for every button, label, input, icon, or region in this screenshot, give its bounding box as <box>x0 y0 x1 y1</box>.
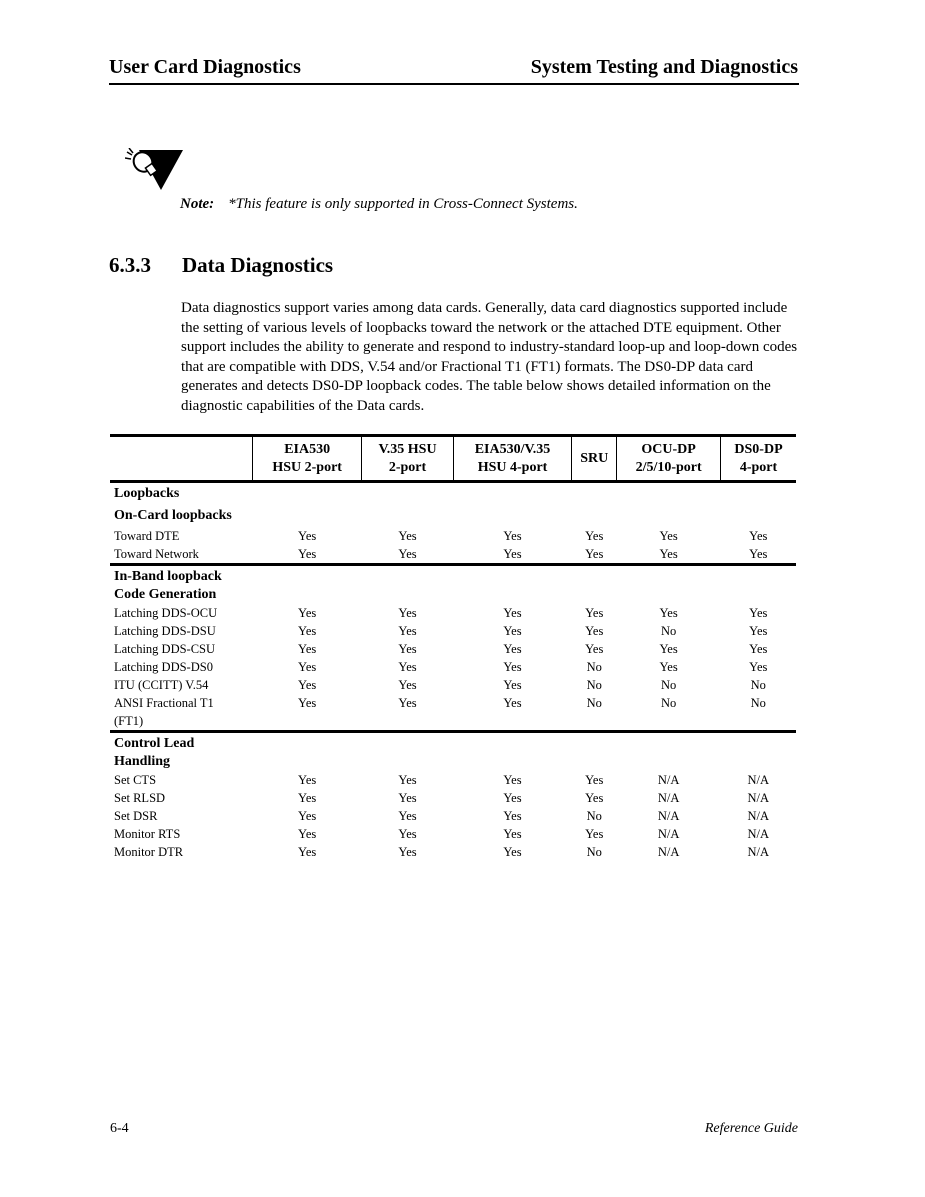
column-header <box>721 436 796 482</box>
row-label-line: Latching DDS-CSU <box>114 642 216 656</box>
row-value: Yes <box>585 773 604 787</box>
row-label-line: Toward Network <box>114 547 199 561</box>
row-value: Yes <box>749 660 768 674</box>
column-header-line: 4-port <box>739 459 778 475</box>
row-value: N/A <box>657 809 680 823</box>
row-label <box>110 807 253 825</box>
row-value: No <box>750 696 766 710</box>
empty-cell <box>253 565 362 605</box>
column-header <box>453 436 572 482</box>
table-row <box>110 843 796 861</box>
row-value: Yes <box>398 678 417 692</box>
empty-cell <box>453 732 572 772</box>
row-value: N/A <box>657 773 680 787</box>
group-header-row <box>110 482 796 504</box>
group-header-row <box>110 565 796 605</box>
group-title <box>110 565 253 605</box>
row-label <box>110 676 253 694</box>
row-value: Yes <box>298 660 317 674</box>
footer-guide-title: Reference Guide <box>704 1121 798 1136</box>
empty-cell <box>617 482 721 504</box>
empty-cell <box>362 482 453 504</box>
empty-cell <box>572 565 617 605</box>
header-rule <box>109 83 799 85</box>
row-label-line: Set DSR <box>114 809 158 823</box>
row-value: Yes <box>659 642 678 656</box>
row-value: Yes <box>298 791 317 805</box>
row-value: Yes <box>749 624 768 638</box>
row-label <box>110 640 253 658</box>
empty-cell <box>453 482 572 504</box>
page-number: 6-4 <box>110 1121 129 1136</box>
note-text: *This feature is only supported in Cross-Connect Systems. <box>228 196 578 212</box>
group-title-line: Control Lead <box>114 736 195 751</box>
group-title <box>110 482 253 504</box>
row-label <box>110 545 253 565</box>
row-value: Yes <box>298 642 317 656</box>
row-value: Yes <box>503 529 522 543</box>
row-label <box>110 622 253 640</box>
column-header-line: OCU-DP <box>641 441 696 457</box>
row-value: No <box>586 845 602 859</box>
row-value: Yes <box>585 642 604 656</box>
subgroup-title: On-Card loopbacks <box>114 508 232 523</box>
row-value: Yes <box>398 809 417 823</box>
row-value: Yes <box>659 547 678 561</box>
row-label <box>110 789 253 807</box>
row-label-line: Toward DTE <box>114 529 180 543</box>
row-value: N/A <box>657 845 680 859</box>
column-header <box>362 436 453 482</box>
row-value: Yes <box>749 529 768 543</box>
row-value: Yes <box>398 791 417 805</box>
row-value: No <box>586 660 602 674</box>
empty-cell <box>572 482 617 504</box>
empty-cell <box>362 732 453 772</box>
row-value: Yes <box>503 791 522 805</box>
row-label-line: Set CTS <box>114 773 157 787</box>
row-value: Yes <box>503 606 522 620</box>
empty-cell <box>453 565 572 605</box>
row-value: Yes <box>749 642 768 656</box>
row-value: Yes <box>398 624 417 638</box>
row-value: Yes <box>749 606 768 620</box>
empty-cell <box>253 732 362 772</box>
row-value: N/A <box>657 827 680 841</box>
column-header-line: HSU 4-port <box>477 459 548 475</box>
row-label <box>110 825 253 843</box>
row-value: No <box>660 696 677 710</box>
row-value: N/A <box>747 791 770 805</box>
row-value: Yes <box>503 678 522 692</box>
table-row <box>110 658 796 676</box>
column-header <box>617 436 721 482</box>
row-label-line: Set RLSD <box>114 791 166 805</box>
row-value: Yes <box>503 773 522 787</box>
column-header-line: DS0-DP <box>734 441 783 457</box>
section-title: Data Diagnostics <box>182 253 334 277</box>
row-value: No <box>586 696 602 710</box>
row-value: Yes <box>398 529 417 543</box>
row-value: No <box>660 624 677 638</box>
group-title-line: Loopbacks <box>114 486 180 501</box>
row-value: Yes <box>503 660 522 674</box>
column-header-line: 2-port <box>388 459 427 475</box>
row-value: No <box>660 678 677 692</box>
header-left-title: User Card Diagnostics <box>109 56 301 78</box>
table-row <box>110 640 796 658</box>
row-label <box>110 527 253 545</box>
empty-cell <box>362 565 453 605</box>
row-value: Yes <box>659 660 678 674</box>
empty-cell <box>721 482 796 504</box>
row-value: Yes <box>585 606 604 620</box>
row-value: Yes <box>503 845 522 859</box>
table-row <box>110 807 796 825</box>
row-label <box>110 694 253 732</box>
row-value: Yes <box>298 606 317 620</box>
empty-cell <box>572 732 617 772</box>
row-value: Yes <box>503 827 522 841</box>
row-value: No <box>586 809 602 823</box>
row-value: Yes <box>398 606 417 620</box>
row-value: Yes <box>585 827 604 841</box>
row-value: Yes <box>503 547 522 561</box>
row-value: Yes <box>298 773 317 787</box>
row-value: No <box>586 678 602 692</box>
row-label-line: Latching DDS-OCU <box>114 606 218 620</box>
table-row <box>110 771 796 789</box>
row-label-line: ANSI Fractional T1 <box>114 696 214 710</box>
row-value: N/A <box>657 791 680 805</box>
note-label: Note: <box>180 196 215 212</box>
group-title-line: Handling <box>114 754 171 769</box>
row-value: Yes <box>585 547 604 561</box>
note-lightbulb-icon <box>125 148 185 192</box>
row-value: Yes <box>298 809 317 823</box>
row-label <box>110 604 253 622</box>
row-value: Yes <box>398 547 417 561</box>
section-number: 6.3.3 <box>109 253 151 277</box>
row-value: Yes <box>749 547 768 561</box>
note <box>180 196 578 213</box>
row-label-line: Monitor RTS <box>114 827 181 841</box>
table-row <box>110 789 796 807</box>
row-label <box>110 771 253 789</box>
row-value: Yes <box>398 845 417 859</box>
column-header-line: HSU 2-port <box>272 459 342 475</box>
header-blank-cell <box>110 436 253 482</box>
header-right-title: System Testing and Diagnostics <box>530 56 798 78</box>
row-value: Yes <box>298 696 317 710</box>
row-label-line: Latching DDS-DSU <box>114 624 216 638</box>
empty-cell <box>721 732 796 772</box>
row-value: N/A <box>747 845 770 859</box>
row-value: Yes <box>298 827 317 841</box>
row-value: Yes <box>503 642 522 656</box>
empty-cell <box>617 565 721 605</box>
row-value: Yes <box>398 773 417 787</box>
row-label-line: Latching DDS-DS0 <box>114 660 213 674</box>
subgroup-row <box>110 503 796 527</box>
column-header <box>572 436 617 482</box>
row-value: Yes <box>398 660 417 674</box>
table-row <box>110 527 796 545</box>
empty-cell <box>617 732 721 772</box>
row-value: Yes <box>585 791 604 805</box>
column-header <box>253 436 362 482</box>
row-label-line: ITU (CCITT) V.54 <box>114 678 209 692</box>
group-title-line: In-Band loopback <box>114 569 222 584</box>
table-header-row <box>110 436 796 482</box>
row-value: N/A <box>747 773 770 787</box>
row-value: Yes <box>585 529 604 543</box>
group-header-row <box>110 732 796 772</box>
diagnostics-table <box>110 434 796 861</box>
row-value: Yes <box>503 696 522 710</box>
row-value: Yes <box>298 624 317 638</box>
row-value: Yes <box>659 529 678 543</box>
column-header-line: SRU <box>580 450 609 466</box>
table-row <box>110 825 796 843</box>
row-value: Yes <box>503 624 522 638</box>
row-value: Yes <box>398 696 417 710</box>
row-value: Yes <box>298 529 317 543</box>
row-value: Yes <box>585 624 604 638</box>
column-header-line: 2/5/10-port <box>635 459 702 475</box>
group-title <box>110 732 253 772</box>
table-row <box>110 545 796 565</box>
row-value: Yes <box>398 827 417 841</box>
table-row <box>110 694 796 732</box>
row-label <box>110 658 253 676</box>
column-header-line: EIA530 <box>284 441 331 457</box>
row-label-line: (FT1) <box>114 714 144 728</box>
empty-cell <box>253 482 362 504</box>
empty-cell <box>721 565 796 605</box>
row-label <box>110 843 253 861</box>
row-value: Yes <box>659 606 678 620</box>
row-label-line: Monitor DTR <box>114 845 184 859</box>
column-header-line: EIA530/V.35 <box>474 441 551 457</box>
section-body: Data diagnostics support varies among data cards. Generally, data card diagnostics supported include the setting of various levels of loopbacks toward the network or the attached DTE equipment. Other support includes the ability to generate and respond to industry-standard loop-up and loop-down codes that are compatible with DDS, V.54 and/or Fractional T1 (FT1) formats. The DS0-DP data card generates and detects DS0-DP loopback codes. The table below shows detailed information on the diagnostic capabilities of the Data cards. <box>181 300 798 414</box>
row-value: Yes <box>298 678 317 692</box>
table-row <box>110 622 796 640</box>
row-value: Yes <box>298 845 317 859</box>
row-value: Yes <box>398 642 417 656</box>
row-value: Yes <box>503 809 522 823</box>
row-value: No <box>750 678 766 692</box>
row-value: N/A <box>747 827 770 841</box>
table-row <box>110 604 796 622</box>
table-row <box>110 676 796 694</box>
row-value: Yes <box>298 547 317 561</box>
column-header-line: V.35 HSU <box>378 441 437 457</box>
row-value: N/A <box>747 809 770 823</box>
group-title-line: Code Generation <box>114 587 217 602</box>
